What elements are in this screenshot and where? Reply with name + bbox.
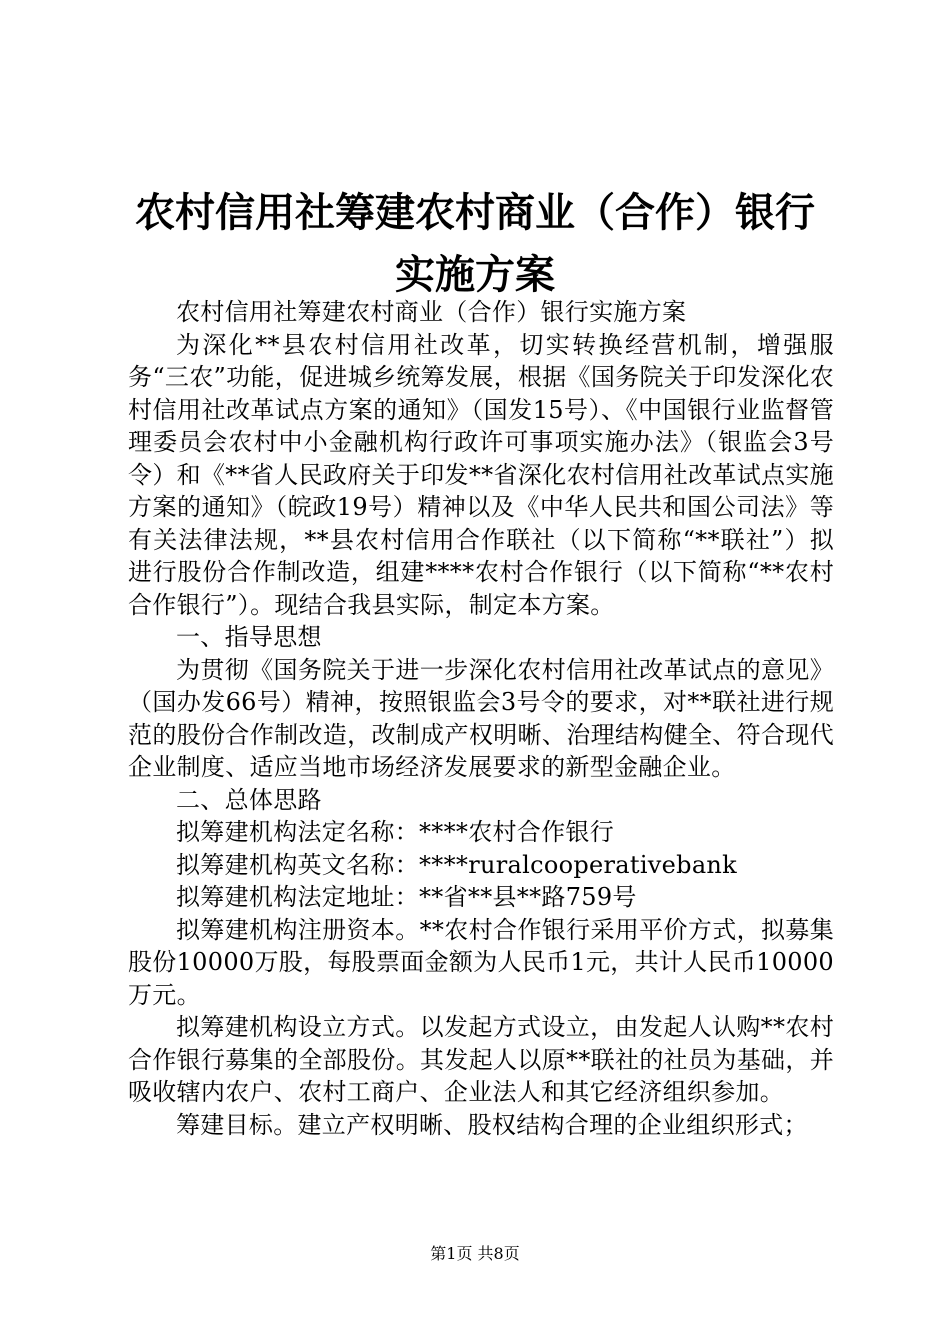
body-paragraph: 拟筹建机构法定名称：****农村合作银行 — [176, 818, 614, 846]
body-paragraph: 拟筹建机构法定地址：**省**县**路759号 — [176, 883, 637, 911]
body-paragraph: 拟筹建机构设立方式。以发起方式设立，由发起人认购**农村合作银行募集的全部股份。其发起人以原**联社的社员为基础，并吸收辖内农户、农村工商户、企业法人和其它经济组织参加。 — [128, 1013, 834, 1106]
body-paragraph: 农村信用社筹建农村商业（合作）银行实施方案 — [176, 298, 687, 326]
body-paragraph: 拟筹建机构注册资本。**农村合作银行采用平价方式，拟募集股份10000万股，每股票面金额为人民币1元，共计人民币10000万元。 — [128, 915, 834, 1009]
body-paragraph: 为深化**县农村信用社改革，切实转换经营机制，增强服务“三农”功能，促进城乡统筹发展，根据《国务院关于印发深化农村信用社改革试点方案的通知》（国发15号）、《中国银行业监督管理委员会农村中小金融机构行政许可事项实施办法》（银监会3号令）和《**省人民政府关于印发**省深化农村信用社改革试点实施方案的通知》（皖政19号）精神以及《中华人民共和国公司法》等有关法律法规，**县农村信用合作联社（以下简称“**联社”）拟进行股份合作制改造，组建****农村合作银行（以下简称“**农村合作银行”）。现结合我县实际，制定本方案。 — [128, 330, 834, 619]
section-heading: 一、指导思想 — [176, 623, 322, 651]
body-paragraph: 筹建目标。建立产权明晰、股权结构合理的企业组织形式； — [176, 1110, 808, 1139]
page-footer: 第1页 共8页 — [430, 1244, 520, 1263]
body-paragraph: 为贯彻《国务院关于进一步深化农村信用社改革试点的意见》（国办发66号）精神，按照银监会3号令的要求，对**联社进行规范的股份合作制改造，改制成产权明晰、治理结构健全、符合现代企业制度、适应当地市场经济发展要求的新型金融企业。 — [128, 655, 834, 781]
section-heading: 二、总体思路 — [176, 785, 322, 814]
document-title: 农村信用社筹建农村商业（合作）银行实施方案 — [135, 190, 815, 298]
document-body — [128, 296, 834, 1141]
body-paragraph: 拟筹建机构英文名称：****ruralcooperativebank — [176, 850, 738, 879]
